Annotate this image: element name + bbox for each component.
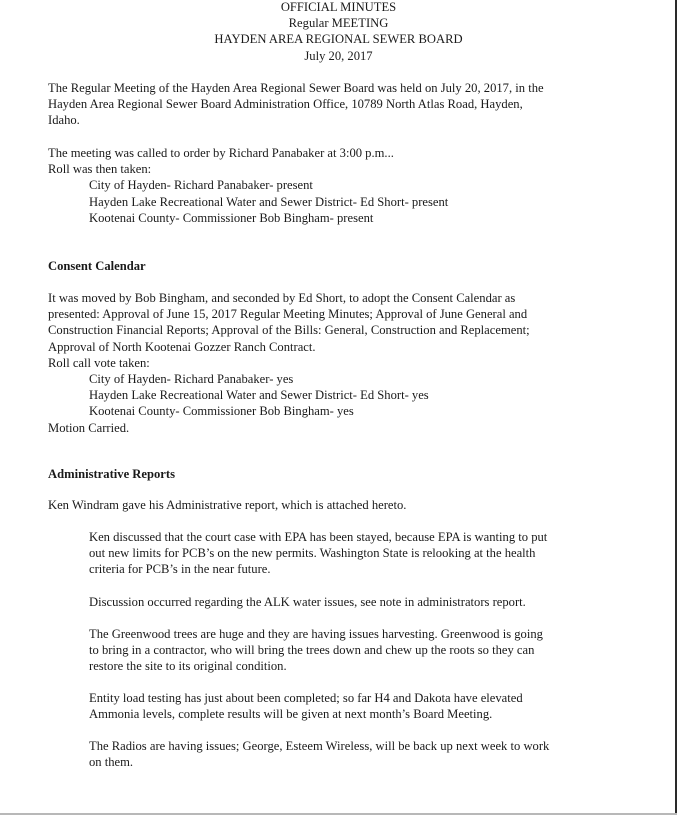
text-line: Hayden Area Regional Sewer Board Administration Office, 10789 North Atlas Road, Hayden, [48,97,523,112]
roll-item: Kootenai County- Commissioner Bob Bingham- present [89,210,374,225]
text-line: Ammonia levels, complete results will be given at next month’s Board Meeting. [89,707,493,722]
vote-item: Hayden Lake Recreational Water and Sewer District- Ed Short- yes [89,388,429,403]
text-line: Construction Financial Reports; Approval of the Bills: General, Construction and Replacement; [48,323,530,338]
motion-result: Motion Carried. [48,420,130,435]
admin-paragraph-radios [89,738,609,770]
admin-report-intro: Ken Windram gave his Administrative report, which is attached hereto. [48,498,407,512]
text-line: Entity load testing has just about been completed; so far H4 and Dakota have elevated [89,691,523,705]
text-line: on them. [89,755,134,770]
text-line: The Regular Meeting of the Hayden Area Regional Sewer Board was held on July 20, 2017, in the [48,81,544,95]
minutes-header [0,0,677,64]
intro-paragraph [48,80,608,129]
roll-item: Hayden Lake Recreational Water and Sewer District- Ed Short- present [89,194,449,209]
administrative-reports-heading: Administrative Reports [48,467,175,481]
text-line: out new limits for PCB’s on the new permits. Washington State is relooking at the health [89,546,536,561]
admin-paragraph-alk [89,594,609,610]
roll-call-label: Roll call vote taken: [48,355,150,370]
text-line: Ken discussed that the court case with EPA has been stayed, because EPA is wanting to put [89,530,548,544]
header-official-minutes: OFFICIAL MINUTES [280,0,397,14]
roll-item: City of Hayden- Richard Panabaker- present [89,178,313,193]
consent-calendar-section [48,290,608,436]
admin-paragraph-greenwood [89,626,609,675]
header-date: July 20, 2017 [304,48,373,63]
text-line: to bring in a contractor, who will bring the trees down and chew up the roots so they can [89,643,535,658]
text-line: Discussion occurred regarding the ALK water issues, see note in administrators report. [89,595,526,609]
header-board-name: HAYDEN AREA REGIONAL SEWER BOARD [214,32,463,47]
consent-calendar-heading: Consent Calendar [48,259,146,273]
text-line: restore the site to its original condition. [89,659,287,674]
header-meeting-type: Regular MEETING [288,16,389,31]
call-to-order-section [48,145,608,226]
text-line: criteria for PCB’s in the near future. [89,562,271,577]
vote-item: Kootenai County- Commissioner Bob Bingham- yes [89,404,354,419]
text-line: presented: Approval of June 15, 2017 Regular Meeting Minutes; Approval of June General and [48,307,528,322]
text-line: Idaho. [48,113,80,128]
roll-taken-line: Roll was then taken: [48,162,152,177]
call-to-order-line: The meeting was called to order by Richard Panabaker at 3:00 p.m... [48,146,394,160]
text-line: The Greenwood trees are huge and they are having issues harvesting. Greenwood is going [89,627,543,641]
admin-paragraph-load-testing [89,690,609,722]
text-line: The Radios are having issues; George, Esteem Wireless, will be back up next week to work [89,739,550,753]
text-line: Approval of North Kootenai Gozzer Ranch Contract. [48,339,316,354]
admin-paragraph-epa [89,529,609,578]
text-line: It was moved by Bob Bingham, and seconded by Ed Short, to adopt the Consent Calendar as [48,291,516,305]
vote-item: City of Hayden- Richard Panabaker- yes [89,372,294,387]
